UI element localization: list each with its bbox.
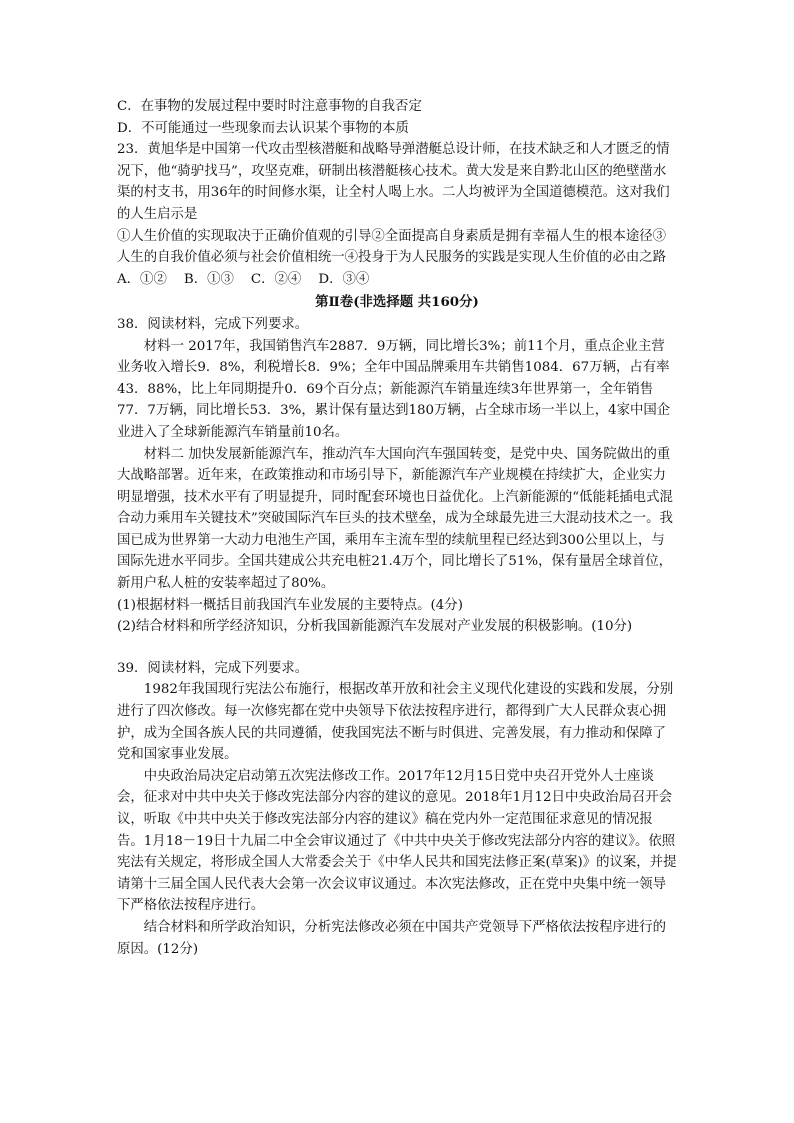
q39-question: 结合材料和所学政治知识，分析宪法修改必须在中国共产党领导下严格依法按程序进行的原因。(12分) (117, 919, 667, 957)
q23-stem: 23．黄旭华是中国第一代攻击型核潜艇和战略导弹潜艇总设计师，在技术缺乏和人才匮乏的情况下，他“骑驴找马”，攻坚克难，研制出核潜艇核心技术。黄大发是来自黔北山区的绝壁凿水渠的村支书，用36年的时间修水渠，让全村人喝上水。二人均被评为全国道德模范。这对我们的人生启示是 (117, 142, 670, 222)
q38-intro: 38．阅读材料，完成下列要求。 (117, 316, 309, 332)
q38-sub-question-1: (1)根据材料一概括目前我国汽车业发展的主要特点。(4分) (117, 597, 463, 613)
q23-statements: ①人生价值的实现取决于正确价值观的引导②全面提高自身素质是拥有幸福人生的根本途径③人生的自我价值必须与社会价值相统一④投身于为人民服务的实践是实现人生价值的必由之路 (117, 228, 667, 266)
q22-option-c: C．在事物的发展过程中要时时注意事物的自我否定 (117, 99, 422, 114)
q22-option-d: D．不可能通过一些现象而去认识某个事物的本质 (117, 120, 409, 136)
q39-paragraph-1: 1982年我国现行宪法公布施行，根据改革开放和社会主义现代化建设的实践和发展，分别进行了四次修改。每一次修宪都在党中央领导下依法按程序进行，都得到广大人民群众衷心拥护，成为全国各族人民的共同遵循，使我国宪法不断与时俱进、完善发展，有力推动和保障了党和国家事业发展。 (117, 682, 674, 763)
q23-options: A．①② B．①③ C．②④ D．③④ (117, 271, 370, 287)
q38-sub-question-2: (2)结合材料和所学经济知识，分析我国新能源汽车发展对产业发展的积极影响。(10分) (117, 619, 633, 635)
spacer (117, 638, 677, 658)
q39-paragraph-2: 中央政治局决定启动第五次宪法修改工作。2017年12月15日党中央召开党外人士座谈会，征求对中共中央关于修改宪法部分内容的建议的意见。2018年1月12日中央政治局召开会议，听取《中共中央关于修改宪法部分内容的建议》稿在党内外一定范围征求意见的情况报告。1月18－19日十九届二中全会审议通过了《中共中央关于修改宪法部分内容的建议》。依照宪法有关规定，将形成全国人大常委会关于《中华人民共和国宪法修正案(草案)》的议案，并提请第十三届全国人民代表大会第一次会议审议通过。本次宪法修改，正在党中央集中统一领导下严格依法按程序进行。 (117, 768, 677, 914)
section-2-title: 第Ⅱ卷(非选择题 共160分) (315, 294, 479, 311)
q38-material-1: 材料一 2017年，我国销售汽车2887．9万辆，同比增长3%；前11个月，重点企业主营业务收入增长9．8%，利税增长8．9%；全年中国品牌乘用车共销售1084．67万辆，占有率43．88%，比上年同期提升0．69个百分点；新能源汽车销量连续3年世界第一，全年销售77．7万辆，同比增长53．3%，累计保有量达到180万辆，占全球市场一半以上，4家中国企业进入了全球新能源汽车销量前10名。 (117, 338, 671, 440)
q39-intro: 39．阅读材料，完成下列要求。 (117, 660, 309, 676)
q38-material-2: 材料二 加快发展新能源汽车，推动汽车大国向汽车强国转变，是党中央、国务院做出的重大战略部署。近年来，在政策推动和市场引导下，新能源汽车产业规模在持续扩大，企业实力明显增强，技术水平有了明显提升，同时配套环境也日益优化。上汽新能源的“低能耗插电式混合动力乘用车关键技术”突破国际汽车巨头的技术壁垒，成为全球最先进三大混动技术之一。我国已成为世界第一大动力电池生产国，乘用车主流车型的续航里程已经达到300公里以上，与国际先进水平同步。全国共建成公共充电桩21.4万个，同比增长了51%，保有量居全球首位，新用户私人桩的安装率超过了80%。 (117, 446, 673, 592)
